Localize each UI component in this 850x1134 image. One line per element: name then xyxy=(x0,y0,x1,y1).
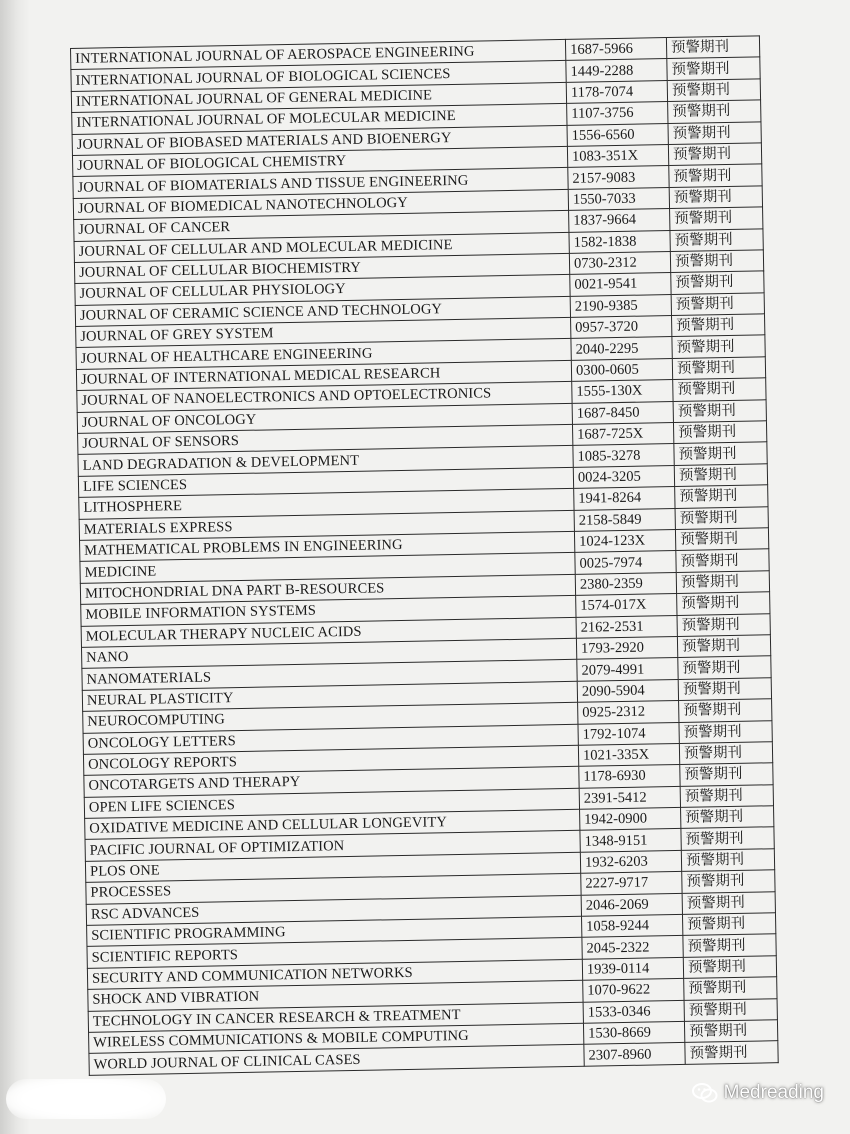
issn-cell: 1449-2288 xyxy=(566,59,667,82)
issn-cell: 2227-9717 xyxy=(581,872,682,895)
journal-title-cell: JOURNAL OF BIOMATERIALS AND TISSUE ENGINEERING xyxy=(73,168,568,198)
journal-table xyxy=(70,35,779,1075)
status-cell: 预警期刊 xyxy=(676,571,769,594)
journal-title-cell: JOURNAL OF BIOLOGICAL CHEMISTRY xyxy=(72,146,567,176)
issn-cell: 2079-4991 xyxy=(577,658,678,681)
status-cell: 预警期刊 xyxy=(678,656,771,679)
issn-cell: 1085-3278 xyxy=(573,444,674,467)
journal-title-cell: INTERNATIONAL JOURNAL OF AEROSPACE ENGINEERING xyxy=(71,39,566,69)
journal-table-body xyxy=(71,36,779,1075)
table-sheet xyxy=(70,35,779,1075)
status-cell: 预警期刊 xyxy=(682,870,775,893)
journal-title-cell: SECURITY AND COMMUNICATION NETWORKS xyxy=(87,959,582,989)
status-cell: 预警期刊 xyxy=(684,998,777,1021)
issn-cell: 1793-2920 xyxy=(576,636,677,659)
journal-title-cell: WORLD JOURNAL OF CLINICAL CASES xyxy=(89,1045,584,1075)
watermark xyxy=(692,1082,824,1104)
status-cell: 预警期刊 xyxy=(681,849,774,872)
journal-title-cell: OXIDATIVE MEDICINE AND CELLULAR LONGEVITY xyxy=(85,809,580,839)
issn-cell: 1348-9151 xyxy=(580,829,681,852)
status-cell: 预警期刊 xyxy=(675,506,768,529)
journal-title-cell: TECHNOLOGY IN CANCER RESEARCH & TREATMENT xyxy=(88,1002,583,1032)
issn-cell: 2045-2322 xyxy=(582,936,683,959)
journal-title-cell: JOURNAL OF GREY SYSTEM xyxy=(76,317,571,347)
status-cell: 预警期刊 xyxy=(679,742,772,765)
journal-title-cell: WIRELESS COMMUNICATIONS & MOBILE COMPUTING xyxy=(89,1023,584,1053)
status-cell: 预警期刊 xyxy=(672,314,765,337)
status-cell: 预警期刊 xyxy=(676,549,769,572)
status-cell: 预警期刊 xyxy=(675,528,768,551)
status-cell: 预警期刊 xyxy=(669,186,762,209)
journal-title-cell: JOURNAL OF INTERNATIONAL MEDICAL RESEARCH xyxy=(76,360,571,390)
issn-cell: 1107-3756 xyxy=(567,102,668,125)
issn-cell: 0300-0605 xyxy=(571,358,672,381)
issn-cell: 1178-7074 xyxy=(566,80,667,103)
issn-cell: 1837-9664 xyxy=(569,209,670,232)
issn-cell: 1024-123X xyxy=(574,529,675,552)
issn-cell: 2307-8960 xyxy=(584,1043,685,1066)
status-cell: 预警期刊 xyxy=(666,36,759,59)
journal-title-cell: JOURNAL OF BIOBASED MATERIALS AND BIOENERGY xyxy=(72,125,567,155)
status-cell: 预警期刊 xyxy=(684,977,777,1000)
journal-title-cell: SCIENTIFIC PROGRAMMING xyxy=(87,916,582,946)
status-cell: 预警期刊 xyxy=(671,271,764,294)
status-cell: 预警期刊 xyxy=(673,421,766,444)
issn-cell: 2380-2359 xyxy=(575,572,676,595)
journal-title-cell: JOURNAL OF HEALTHCARE ENGINEERING xyxy=(76,339,571,369)
issn-cell: 1941-8264 xyxy=(574,487,675,510)
redaction-smudge xyxy=(6,1079,166,1119)
status-cell: 预警期刊 xyxy=(667,57,760,80)
journal-title-cell: LIFE SCIENCES xyxy=(78,467,573,497)
status-cell: 预警期刊 xyxy=(682,913,775,936)
journal-title-cell: INTERNATIONAL JOURNAL OF MOLECULAR MEDICINE xyxy=(72,104,567,134)
journal-title-cell: NEURAL PLASTICITY xyxy=(82,681,577,711)
issn-cell: 1687-725X xyxy=(572,423,673,446)
issn-cell: 2162-2531 xyxy=(576,615,677,638)
journal-title-cell: NEUROCOMPUTING xyxy=(83,702,578,732)
issn-cell: 0025-7974 xyxy=(575,551,676,574)
journal-title-cell: OPEN LIFE SCIENCES xyxy=(84,788,579,818)
status-cell: 预警期刊 xyxy=(674,464,767,487)
status-cell: 预警期刊 xyxy=(683,934,776,957)
issn-cell: 1939-0114 xyxy=(582,957,683,980)
issn-cell: 1942-0900 xyxy=(580,808,681,831)
issn-cell: 2040-2295 xyxy=(571,337,672,360)
status-cell: 预警期刊 xyxy=(672,357,765,380)
status-cell: 预警期刊 xyxy=(671,293,764,316)
journal-title-cell: ONCOLOGY LETTERS xyxy=(83,724,578,754)
journal-title-cell: NANOMATERIALS xyxy=(82,660,577,690)
status-cell: 预警期刊 xyxy=(674,442,767,465)
status-cell: 预警期刊 xyxy=(668,100,761,123)
issn-cell: 2157-9083 xyxy=(568,166,669,189)
journal-title-cell: ONCOLOGY REPORTS xyxy=(83,745,578,775)
journal-title-cell: JOURNAL OF CANCER xyxy=(74,211,569,241)
journal-title-cell: ONCOTARGETS AND THERAPY xyxy=(84,767,579,797)
status-cell: 预警期刊 xyxy=(683,956,776,979)
watermark-text: Medreading xyxy=(723,1082,824,1103)
status-cell: 预警期刊 xyxy=(677,592,770,615)
issn-cell: 2046-2069 xyxy=(581,893,682,916)
status-cell: 预警期刊 xyxy=(681,827,774,850)
status-cell: 预警期刊 xyxy=(685,1041,778,1064)
wechat-logo-icon xyxy=(692,1083,718,1103)
status-cell: 预警期刊 xyxy=(673,378,766,401)
issn-cell: 1555-130X xyxy=(572,380,673,403)
journal-title-cell: MEDICINE xyxy=(80,553,575,583)
journal-title-cell: PLOS ONE xyxy=(85,852,580,882)
issn-cell: 1533-0346 xyxy=(583,1000,684,1023)
issn-cell: 1070-9622 xyxy=(583,979,684,1002)
journal-title-cell: JOURNAL OF CELLULAR AND MOLECULAR MEDICINE xyxy=(74,232,569,262)
status-cell: 预警期刊 xyxy=(681,806,774,829)
status-cell: 预警期刊 xyxy=(670,250,763,273)
journal-title-cell: SHOCK AND VIBRATION xyxy=(88,980,583,1010)
issn-cell: 1058-9244 xyxy=(581,914,682,937)
journal-title-cell: JOURNAL OF NANOELECTRONICS AND OPTOELECTRONICS xyxy=(77,382,572,412)
journal-title-cell: JOURNAL OF SENSORS xyxy=(78,424,573,454)
journal-title-cell: LITHOSPHERE xyxy=(79,489,574,519)
status-cell: 预警期刊 xyxy=(678,677,771,700)
status-cell: 预警期刊 xyxy=(675,485,768,508)
status-cell: 预警期刊 xyxy=(680,784,773,807)
issn-cell: 1792-1074 xyxy=(578,722,679,745)
status-cell: 预警期刊 xyxy=(680,763,773,786)
journal-title-cell: INTERNATIONAL JOURNAL OF BIOLOGICAL SCIENCES xyxy=(71,61,566,91)
status-cell: 预警期刊 xyxy=(673,399,766,422)
status-cell: 预警期刊 xyxy=(667,79,760,102)
journal-title-cell: JOURNAL OF ONCOLOGY xyxy=(77,403,572,433)
status-cell: 预警期刊 xyxy=(677,635,770,658)
issn-cell: 2190-9385 xyxy=(570,294,671,317)
status-cell: 预警期刊 xyxy=(679,699,772,722)
status-cell: 预警期刊 xyxy=(684,1020,777,1043)
issn-cell: 1582-1838 xyxy=(569,230,670,253)
journal-title-cell: JOURNAL OF BIOMEDICAL NANOTECHNOLOGY xyxy=(73,189,568,219)
journal-title-cell: MITOCHONDRIAL DNA PART B-RESOURCES xyxy=(80,574,575,604)
status-cell: 预警期刊 xyxy=(668,121,761,144)
issn-cell: 0957-3720 xyxy=(571,316,672,339)
status-cell: 预警期刊 xyxy=(670,207,763,230)
issn-cell: 1083-351X xyxy=(567,145,668,168)
status-cell: 预警期刊 xyxy=(670,228,763,251)
issn-cell: 0024-3205 xyxy=(573,465,674,488)
status-cell: 预警期刊 xyxy=(679,720,772,743)
issn-cell: 1021-335X xyxy=(578,743,679,766)
journal-title-cell: JOURNAL OF CELLULAR PHYSIOLOGY xyxy=(75,275,570,305)
journal-title-cell: MATHEMATICAL PROBLEMS IN ENGINEERING xyxy=(80,531,575,561)
status-cell: 预警期刊 xyxy=(668,143,761,166)
issn-cell: 2090-5904 xyxy=(577,679,678,702)
journal-title-cell: RSC ADVANCES xyxy=(86,895,581,925)
journal-title-cell: PACIFIC JOURNAL OF OPTIMIZATION xyxy=(85,831,580,861)
issn-cell: 1687-8450 xyxy=(572,401,673,424)
journal-title-cell: LAND DEGRADATION & DEVELOPMENT xyxy=(78,446,573,476)
issn-cell: 1178-6930 xyxy=(579,765,680,788)
journal-title-cell: MOBILE INFORMATION SYSTEMS xyxy=(81,595,576,625)
issn-cell: 2158-5849 xyxy=(574,508,675,531)
issn-cell: 1687-5966 xyxy=(565,38,666,61)
journal-title-cell: PROCESSES xyxy=(86,874,581,904)
journal-title-cell: INTERNATIONAL JOURNAL OF GENERAL MEDICINE xyxy=(71,82,566,112)
journal-title-cell: JOURNAL OF CELLULAR BIOCHEMISTRY xyxy=(74,253,569,283)
issn-cell: 2391-5412 xyxy=(579,786,680,809)
journal-title-cell: SCIENTIFIC REPORTS xyxy=(87,938,582,968)
issn-cell: 1550-7033 xyxy=(568,187,669,210)
issn-cell: 0021-9541 xyxy=(570,273,671,296)
journal-title-cell: NANO xyxy=(81,638,576,668)
status-cell: 预警期刊 xyxy=(669,164,762,187)
issn-cell: 0925-2312 xyxy=(578,701,679,724)
issn-cell: 0730-2312 xyxy=(569,251,670,274)
paper-edge-shadow xyxy=(0,0,30,1134)
journal-title-cell: JOURNAL OF CERAMIC SCIENCE AND TECHNOLOGY xyxy=(75,296,570,326)
issn-cell: 1574-017X xyxy=(576,594,677,617)
issn-cell: 1932-6203 xyxy=(580,850,681,873)
journal-title-cell: MOLECULAR THERAPY NUCLEIC ACIDS xyxy=(81,617,576,647)
issn-cell: 1556-6560 xyxy=(567,123,668,146)
journal-title-cell: MATERIALS EXPRESS xyxy=(79,510,574,540)
status-cell: 预警期刊 xyxy=(682,891,775,914)
status-cell: 预警期刊 xyxy=(672,335,765,358)
status-cell: 预警期刊 xyxy=(677,613,770,636)
issn-cell: 1530-8669 xyxy=(583,1021,684,1044)
